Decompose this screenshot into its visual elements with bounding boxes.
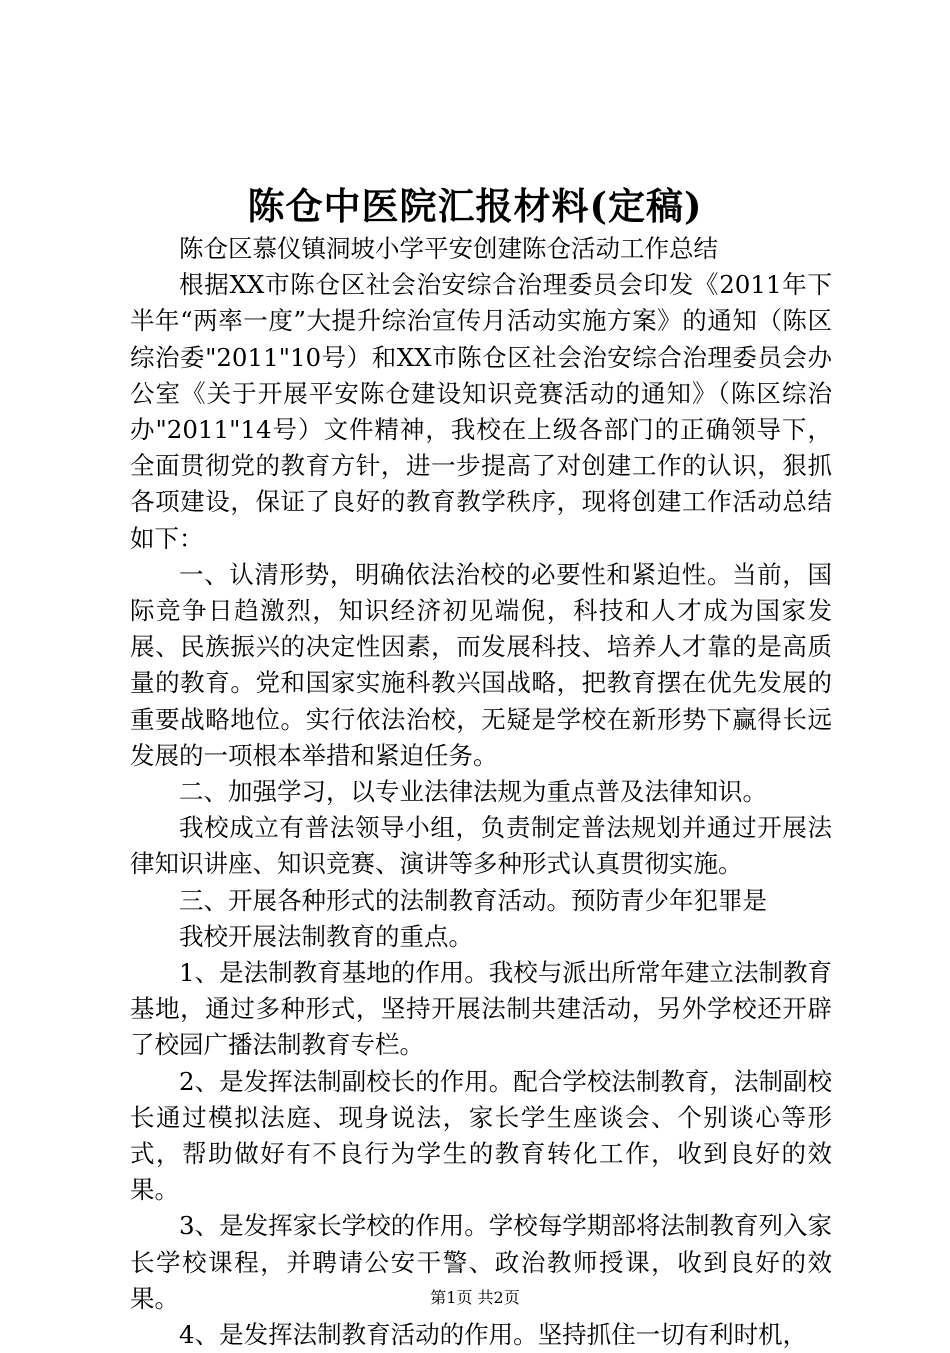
document-body	[130, 231, 832, 1353]
paragraph: 三、开展各种形式的法制教育活动。预防青少年犯罪是	[179, 885, 767, 915]
paragraph: 我校成立有普法领导小组，负责制定普法规划并通过开展法律知识讲座、知识竞赛、演讲等多种形式认真贯彻实施。	[130, 813, 832, 879]
paragraph: 3、是发挥家长学校的作用。学校每学期部将法制教育列入家长学校课程，并聘请公安干警、政治教师授课，收到良好的效果。	[130, 1211, 832, 1313]
paragraph: 二、加强学习，以专业法律法规为重点普及法律知识。	[179, 777, 767, 807]
page-footer: 第1页 共2页	[430, 1288, 520, 1307]
paragraph: 1、是法制教育基地的作用。我校与派出所常年建立法制教育基地，通过多种形式，坚持开展法制共建活动，另外学校还开辟了校园广播法制教育专栏。	[130, 958, 832, 1060]
paragraph: 一、认清形势，明确依法治校的必要性和紧迫性。当前，国际竞争日趋激烈，知识经济初见端倪，科技和人才成为国家发展、民族振兴的决定性因素，而发展科技、培养人才靠的是高质量的教育。党和国家实施科教兴国战略，把教育摆在优先发展的重要战略地位。实行依法治校，无疑是学校在新形势下赢得长远发展的一项根本举措和紧迫任务。	[130, 559, 832, 770]
paragraph: 根据XX市陈仓区社会治安综合治理委员会印发《2011年下半年“两率一度”大提升综治宣传月活动实施方案》的通知（陈区综治委"2011"10号）和XX市陈仓区社会治安综合治理委员会办公室《关于开展平安陈仓建设知识竞赛活动的通知》（陈区综治办"2011"14号）文件精神，我校在上级各部门的正确领导下，全面贯彻党的教育方针，进一步提高了对创建工作的认识，狠抓各项建设，保证了良好的教育教学秩序，现将创建工作活动总结如下：	[130, 270, 832, 553]
document-title: 陈仓中医院汇报材料(定稿)	[247, 184, 703, 228]
paragraph: 4、是发挥法制教育活动的作用。坚持抓住一切有利时机，	[179, 1320, 808, 1350]
paragraph: 陈仓区慕仪镇洞坡小学平安创建陈仓活动工作总结	[179, 234, 718, 263]
paragraph: 我校开展法制教育的重点。	[179, 921, 473, 951]
paragraph: 2、是发挥法制副校长的作用。配合学校法制教育，法制副校长通过模拟法庭、现身说法，家长学生座谈会、个别谈心等形式，帮助做好有不良行为学生的教育转化工作，收到良好的效果。	[130, 1066, 832, 1205]
